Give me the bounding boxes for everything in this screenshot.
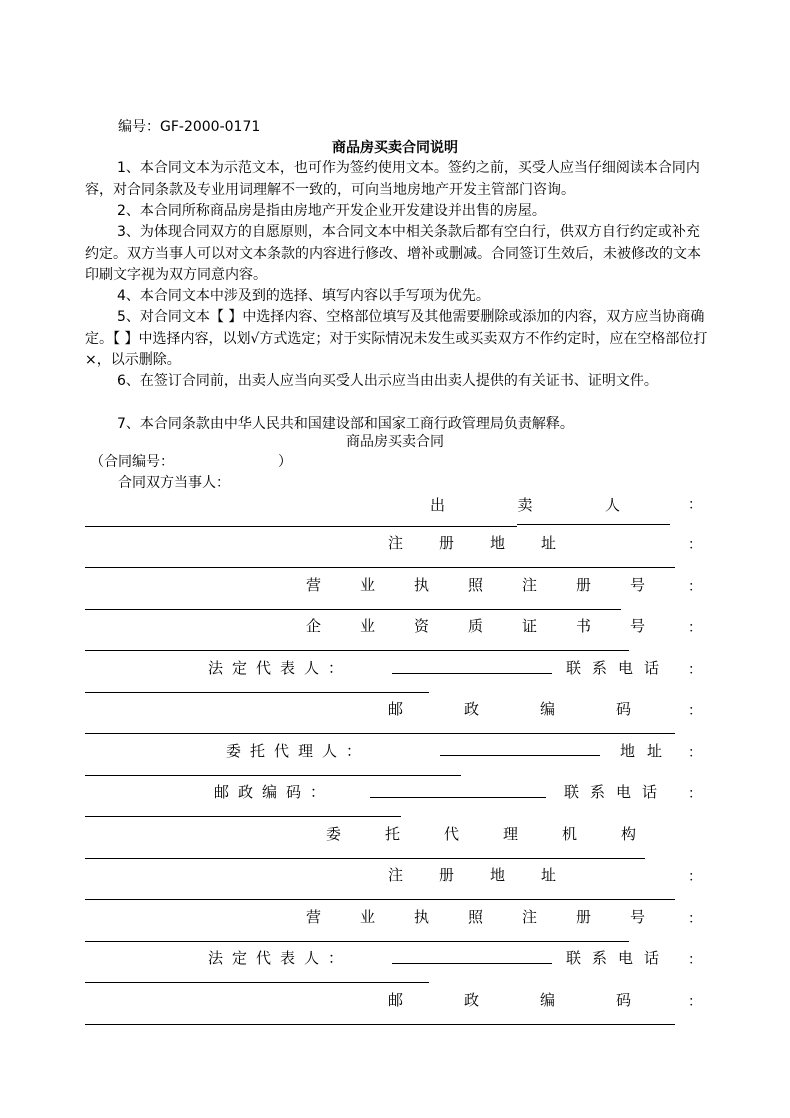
colon: ： bbox=[688, 537, 702, 553]
legal-rep-fill-line-1[interactable] bbox=[392, 673, 552, 674]
agency-fill-line[interactable] bbox=[85, 858, 645, 859]
agent-label: 委托代理人： bbox=[226, 742, 371, 760]
reg-address-label-2: 注册地址 bbox=[388, 866, 593, 884]
explanation-paragraph-2: 2、本合同所称商品房是指由房地产开发企业开发建设并出售的房屋。 bbox=[117, 203, 546, 219]
agent-fill-line[interactable] bbox=[440, 755, 600, 756]
colon: ： bbox=[688, 620, 702, 636]
legal-rep-label-1: 法定代表人： bbox=[208, 659, 353, 677]
phone-fill-line-3[interactable] bbox=[85, 982, 429, 983]
colon: ： bbox=[688, 952, 702, 968]
license-no-fill-line-2[interactable] bbox=[85, 941, 629, 942]
explanation-paragraph-1: 1、本合同文本为示范文本，也可作为签约使用文本。签约之前，买受人应当仔细阅读本合同内容，对合同条款及专业用词理解不一致的，可向当地房地产开发主管部门咨询。 bbox=[85, 160, 700, 198]
colon: ： bbox=[688, 579, 702, 595]
postcode-label-3: 邮政编码 bbox=[388, 991, 693, 1009]
license-no-fill-line-1[interactable] bbox=[85, 609, 621, 610]
license-no-label-2: 营业执照注册号 bbox=[306, 908, 685, 926]
colon: ： bbox=[688, 994, 702, 1010]
explanation-paragraph-4: 4、本合同文本中涉及到的选择、填写内容以手写项为优先。 bbox=[117, 288, 490, 304]
colon: ： bbox=[688, 869, 702, 885]
contract-number-label: （合同编号： bbox=[90, 454, 174, 470]
reg-address-label-1: 注册地址 bbox=[388, 534, 593, 552]
colon: ： bbox=[688, 497, 702, 513]
contract-number-close: ） bbox=[278, 454, 292, 470]
colon: ： bbox=[688, 911, 702, 927]
postcode-label-1: 邮政编码 bbox=[388, 700, 693, 718]
seller-char: 出 bbox=[430, 496, 446, 514]
qualification-no-fill-line[interactable] bbox=[85, 650, 629, 651]
explanation-paragraph-5: 5、对合同文本【 】中选择内容、空格部位填写及其他需要删除或添加的内容，双方应当协商确定。【 】中选择内容，以划√方式选定；对于实际情况未发生或买卖双方不作约定时，应在空格部位打×，以示删除。 bbox=[85, 309, 708, 368]
parties-label: 合同双方当事人： bbox=[118, 475, 230, 491]
phone-fill-line-1[interactable] bbox=[85, 692, 429, 693]
legal-rep-label-2: 法定代表人： bbox=[208, 949, 353, 967]
phone-fill-line-2[interactable] bbox=[85, 816, 401, 817]
postcode-label-2: 邮政编码： bbox=[214, 783, 335, 801]
reg-address-fill-line-1[interactable] bbox=[85, 567, 675, 568]
seller-fill-line[interactable] bbox=[85, 526, 517, 527]
postcode-fill-line-3[interactable] bbox=[85, 1024, 675, 1025]
seller-char: 人 bbox=[604, 496, 620, 514]
legal-rep-fill-line-2[interactable] bbox=[392, 963, 552, 964]
reg-address-fill-line-2[interactable] bbox=[85, 899, 675, 900]
agency-label: 委托代理机构 bbox=[326, 825, 681, 843]
phone-label-3: 联系电话 bbox=[566, 949, 671, 967]
address-fill-line[interactable] bbox=[85, 775, 461, 776]
qualification-no-label: 企业资质证书号 bbox=[306, 617, 685, 635]
seller-char: 卖 bbox=[517, 496, 533, 514]
seller-label bbox=[430, 494, 620, 515]
colon: ： bbox=[688, 745, 702, 761]
explanation-paragraph-6: 6、在签订合同前，出卖人应当向买受人出示应当由出卖人提供的有关证书、证明文件。 bbox=[117, 373, 658, 389]
postcode-fill-line-1[interactable] bbox=[85, 733, 675, 734]
license-no-label-1: 营业执照注册号 bbox=[306, 576, 685, 594]
address-label: 地址 bbox=[620, 742, 675, 760]
contract-title: 商品房买卖合同 bbox=[346, 434, 444, 450]
explanation-title: 商品房买卖合同说明 bbox=[332, 140, 458, 156]
doc-number: 编号：GF-2000-0171 bbox=[118, 119, 261, 135]
seller-fill-line-2[interactable] bbox=[517, 524, 670, 525]
phone-label-2: 联系电话 bbox=[564, 783, 669, 801]
colon: ： bbox=[688, 662, 702, 678]
explanation-paragraph-3: 3、为体现合同双方的自愿原则，本合同文本中相关条款后都有空白行，供双方自行约定或补充约定。双方当事人可以对文本条款的内容进行修改、增补或删减。合同签订生效后，未被修改的文本印刷文字视为双方同意内容。 bbox=[85, 224, 701, 283]
explanation-paragraph-7: 7、本合同条款由中华人民共和国建设部和国家工商行政管理局负责解释。 bbox=[117, 416, 574, 432]
colon: ： bbox=[688, 786, 702, 802]
colon: ： bbox=[688, 703, 702, 719]
postcode-fill-line-2[interactable] bbox=[370, 797, 546, 798]
phone-label-1: 联系电话 bbox=[566, 659, 671, 677]
